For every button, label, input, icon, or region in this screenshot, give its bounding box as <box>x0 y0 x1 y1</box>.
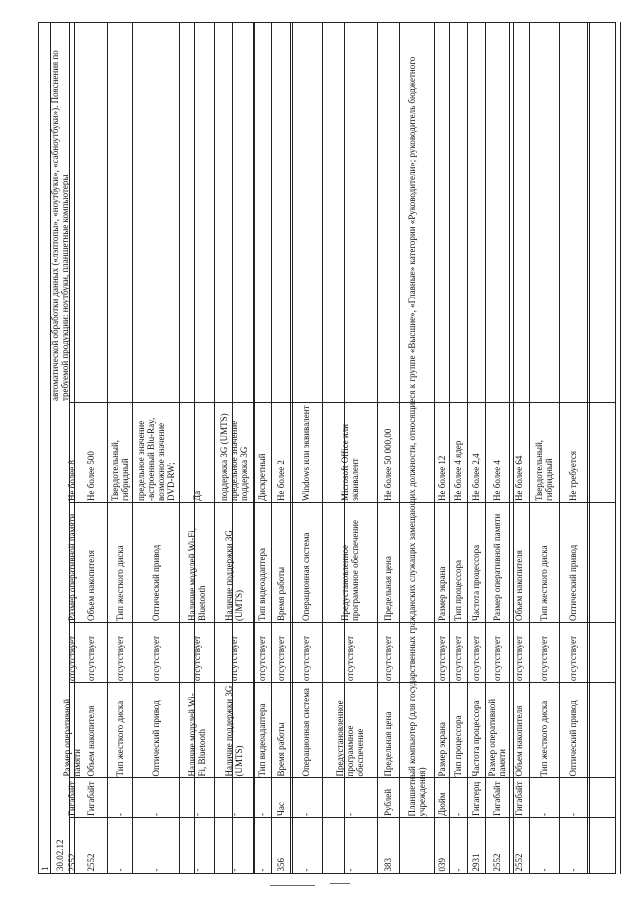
okei-code: 2552 <box>492 853 502 871</box>
characteristic-cell <box>485 683 509 778</box>
characteristic-2: Операционная система <box>301 532 311 621</box>
value-2-cell <box>271 403 290 503</box>
value: отсутствует <box>344 635 355 681</box>
okei-code: 2931 <box>471 853 481 871</box>
tablet-section-header-cell <box>399 23 434 818</box>
unit-name: - <box>228 813 239 816</box>
value-2: Windows или эквивалент <box>301 405 311 501</box>
value-2: предельное значение -встроенный Blu-Ray, возможное значение DVD-RW; <box>135 417 176 501</box>
unit-name-cell <box>179 778 214 818</box>
unit-name-cell <box>467 778 485 818</box>
characteristic: Частота процессора <box>471 699 481 776</box>
unit-name-cell <box>107 778 132 818</box>
okei-code: - <box>150 868 161 871</box>
value-2-cell <box>74 403 107 503</box>
characteristic-cell <box>449 683 467 778</box>
column-divider <box>589 23 590 873</box>
value: отсутствует <box>568 635 578 681</box>
characteristic-2: Предустановленное программное обеспечение <box>339 520 360 621</box>
value-2: Дискретный <box>257 453 267 501</box>
value-cell <box>290 623 322 683</box>
characteristic-2: Время работы <box>275 566 286 621</box>
characteristic: Наличие модулей Wi-Fi, Bluetooth <box>186 692 207 776</box>
unit-name-cell <box>271 778 290 818</box>
value: отсутствует <box>85 635 96 681</box>
characteristic-cell <box>322 683 377 778</box>
value-2: Не более 4 ядер <box>453 440 463 501</box>
characteristic-cell <box>253 683 271 778</box>
characteristic-cell <box>132 683 179 778</box>
tablet-section-header: Планшетный компьютер (для государственных гражданских служащих замещающих должности, относящиеся к группе «Высшие», «Главные» категории «Руководители»; руководитель бюджетного учреждения) <box>406 56 427 816</box>
characteristic-2: Частота процессора <box>471 544 481 621</box>
value-2: Твердотельный, гибридный <box>109 439 130 501</box>
characteristic-2: Объем накопителя <box>514 550 524 621</box>
value-2: Не требуется <box>568 450 578 501</box>
unit-name: Гигабайт <box>66 781 77 816</box>
characteristic-2-cell <box>253 503 271 623</box>
characteristic: Тип видеоадаптера <box>257 703 267 776</box>
value: отсутствует <box>257 635 267 681</box>
value: отсутствует <box>492 635 502 681</box>
characteristic-2-cell <box>467 503 485 623</box>
characteristic-2: Тип процессора <box>453 560 463 621</box>
characteristic: Операционная система <box>301 687 311 776</box>
scan-mark <box>330 883 350 884</box>
characteristic-2: Наличие поддержки 3G (UMTS) <box>223 530 244 621</box>
value-cell <box>271 623 290 683</box>
value-2: Не более 8 <box>66 460 77 501</box>
value-2: Не более 2 <box>275 460 286 501</box>
value-cell <box>322 623 377 683</box>
characteristic-2: Оптический привод <box>568 544 578 621</box>
characteristic: Оптический привод <box>568 699 578 776</box>
okei-code: 2552 <box>66 853 77 871</box>
value: отсутствует <box>301 635 311 681</box>
okei-code: 383 <box>383 857 393 871</box>
characteristic-cell <box>529 683 559 778</box>
characteristic-2-cell <box>74 503 107 623</box>
unit-name-cell <box>214 778 253 818</box>
okei-code-cell <box>529 818 559 873</box>
value: отсутствует <box>453 635 463 681</box>
value: отсутствует <box>114 635 125 681</box>
okei-code-cell <box>253 818 271 873</box>
okei-code: 2552 <box>514 853 524 871</box>
characteristic-2-cell <box>485 503 509 623</box>
value-2-cell <box>485 403 509 503</box>
value-2-cell <box>214 403 253 503</box>
unit-name-cell <box>74 778 107 818</box>
okei-code: - <box>191 868 202 871</box>
value: отсутствует <box>66 635 77 681</box>
okei-code-cell <box>179 818 214 873</box>
value-cell <box>434 623 449 683</box>
value-cell <box>132 623 179 683</box>
value-2-cell <box>529 403 559 503</box>
characteristic: Объем накопителя <box>85 705 96 776</box>
value-2: Не более 4 <box>492 460 502 501</box>
characteristic-2-cell <box>322 503 377 623</box>
characteristic-cell <box>271 683 290 778</box>
characteristic-2-cell <box>132 503 179 623</box>
characteristic-2: Предельная цена <box>383 556 393 621</box>
characteristic-2: Наличие модулей Wi-Fi, Bluetooth <box>186 527 207 621</box>
value-2-cell <box>434 403 449 503</box>
characteristic-2: Тип видеоадаптера <box>257 548 267 621</box>
okei-code: 039 <box>436 857 447 871</box>
value-cell <box>529 623 559 683</box>
value-cell <box>214 623 253 683</box>
okei-code: - <box>257 868 267 871</box>
unit-name-cell <box>132 778 179 818</box>
okei-code-cell <box>509 818 529 873</box>
okei-code-cell <box>132 818 179 873</box>
unit-name: - <box>150 813 161 816</box>
value-2-cell <box>449 403 467 503</box>
unit-name-cell <box>253 778 271 818</box>
value-2: Да <box>191 490 202 501</box>
value-cell <box>377 623 399 683</box>
characteristic-2-cell <box>377 503 399 623</box>
unit-name: - <box>344 813 355 816</box>
value-2-cell <box>509 403 529 503</box>
characteristic-2: Оптический привод <box>150 544 161 621</box>
characteristic: Размер экрана <box>436 721 447 776</box>
unit-name-cell <box>485 778 509 818</box>
value-2: Microsoft Office или эквивалент <box>339 424 360 501</box>
value: отсутствует <box>150 635 161 681</box>
value-2: Не более 50 000,00 <box>383 428 393 501</box>
characteristic-2-cell <box>509 503 529 623</box>
characteristic-cell <box>179 683 214 778</box>
row-number-cell <box>39 813 50 873</box>
unit-name-cell <box>559 778 587 818</box>
value-cell <box>253 623 271 683</box>
row-divider <box>587 23 588 873</box>
characteristic-2: Тип жесткого диска <box>539 545 549 621</box>
characteristic: Предустановленное программное обеспечение <box>334 699 365 776</box>
characteristic-2-cell <box>559 503 587 623</box>
unit-name-cell <box>377 778 399 818</box>
unit-name: Час <box>275 802 286 816</box>
okei-code: - <box>301 868 311 871</box>
value-cell <box>449 623 467 683</box>
characteristic-cell <box>214 683 253 778</box>
characteristic-2: Размер экрана <box>436 566 447 621</box>
value-cell <box>179 623 214 683</box>
okei-code: - <box>344 868 355 871</box>
value: отсутствует <box>471 635 481 681</box>
characteristic-cell <box>290 683 322 778</box>
okpd-code-cell <box>50 753 69 873</box>
value-cell <box>485 623 509 683</box>
value-cell <box>559 623 587 683</box>
okei-code-cell <box>467 818 485 873</box>
unit-name-cell <box>322 778 377 818</box>
value: отсутствует <box>383 635 393 681</box>
value-2-cell <box>132 403 179 503</box>
characteristic-cell <box>377 683 399 778</box>
characteristic: Размер оперативной памяти <box>61 698 82 776</box>
unit-name: - <box>114 813 125 816</box>
okei-code-cell <box>271 818 290 873</box>
unit-name-cell <box>449 778 467 818</box>
value-2-cell <box>377 403 399 503</box>
okei-code-cell <box>559 818 587 873</box>
value-2-cell <box>253 403 271 503</box>
page-edge-line <box>620 22 621 874</box>
okei-code-cell <box>377 818 399 873</box>
characteristic-2: Размер оперативной памяти <box>492 513 502 621</box>
okei-code-cell <box>214 818 253 873</box>
unit-name: Гигагерц <box>471 781 481 816</box>
value-2-cell <box>559 403 587 503</box>
value-cell <box>74 623 107 683</box>
unit-name: Гигабайт <box>85 781 96 816</box>
value: отсутствует <box>228 635 239 681</box>
value-2: Твердотельный, гибридный <box>534 439 554 501</box>
value-2-cell <box>179 403 214 503</box>
value: отсутствует <box>191 635 202 681</box>
okei-code: 2552 <box>85 853 96 871</box>
okei-code-cell <box>290 818 322 873</box>
unit-name: - <box>568 813 578 816</box>
characteristic: Объем накопителя <box>514 705 524 776</box>
okei-code: - <box>568 868 578 871</box>
row-number: 1 <box>39 866 50 871</box>
characteristic-cell <box>74 683 107 778</box>
characteristic-2-cell <box>434 503 449 623</box>
okei-code: - <box>114 868 125 871</box>
value-2: поддержка 3G (UMTS) предельное значение поддержка 3G <box>218 413 249 501</box>
specification-table <box>38 22 616 874</box>
unit-name: Гигабайт <box>514 781 524 816</box>
unit-name: - <box>453 813 463 816</box>
value-2: Не более 64 <box>514 455 524 501</box>
value-2: Не более 12 <box>436 455 447 501</box>
okei-code: 356 <box>275 857 286 871</box>
characteristic-2-cell <box>179 503 214 623</box>
characteristic-cell <box>434 683 449 778</box>
unit-name-cell <box>529 778 559 818</box>
value-cell <box>467 623 485 683</box>
characteristic-cell <box>559 683 587 778</box>
value: отсутствует <box>436 635 447 681</box>
okei-code-cell <box>434 818 449 873</box>
value-2: Не более 500 <box>85 451 96 501</box>
value-2-cell <box>322 403 377 503</box>
characteristic: Предельная цена <box>383 711 393 776</box>
characteristic: Оптический привод <box>150 699 161 776</box>
characteristic-cell <box>467 683 485 778</box>
scan-mark <box>270 885 315 886</box>
okpd-code: 30.02.12 <box>54 839 65 871</box>
okei-code-cell <box>74 818 107 873</box>
value: отсутствует <box>539 635 549 681</box>
unit-name: - <box>257 813 267 816</box>
unit-name-cell <box>434 778 449 818</box>
characteristic-2-cell <box>449 503 467 623</box>
value-2-cell <box>467 403 485 503</box>
unit-name: - <box>191 813 202 816</box>
characteristic-2-cell <box>107 503 132 623</box>
okei-code-cell <box>322 818 377 873</box>
okei-code-cell <box>449 818 467 873</box>
row-divider <box>434 23 435 873</box>
characteristic-cell <box>107 683 132 778</box>
characteristic: Тип жесткого диска <box>539 700 549 776</box>
unit-name: Дюйм <box>436 792 447 816</box>
characteristic-2: Размер оперативной памяти <box>66 513 77 621</box>
characteristic-cell <box>509 683 529 778</box>
characteristic-2: Объем накопителя <box>85 550 96 621</box>
okei-code-cell <box>107 818 132 873</box>
characteristic-2-cell <box>290 503 322 623</box>
characteristic: Тип процессора <box>453 715 463 776</box>
unit-name: Рублей <box>383 788 393 816</box>
value-2-cell <box>107 403 132 503</box>
unit-name: Гигабайт <box>492 781 502 816</box>
okei-code-cell <box>485 818 509 873</box>
characteristic: Размер оперативной памяти <box>487 698 507 776</box>
unit-name-cell <box>290 778 322 818</box>
characteristic-2-cell <box>271 503 290 623</box>
value-2: Не более 2,4 <box>471 453 481 501</box>
characteristic-2-cell <box>214 503 253 623</box>
value-cell <box>509 623 529 683</box>
value-2-cell <box>290 403 322 503</box>
unit-name-cell <box>509 778 529 818</box>
okei-code: - <box>539 868 549 871</box>
characteristic-2: Тип жесткого диска <box>114 545 125 621</box>
value-cell <box>107 623 132 683</box>
characteristic-2-cell <box>529 503 559 623</box>
category-description: автоматической обработки данных («лэптопы», «ноутбуки», «сабноутбуки»). Пояснения по требуемой продукции: ноутбуки, планшетные компьютеры <box>49 50 70 401</box>
okei-code: - <box>228 868 239 871</box>
characteristic: Тип жесткого диска <box>114 700 125 776</box>
characteristic: Время работы <box>275 721 286 776</box>
okei-code: - <box>453 868 463 871</box>
characteristic: Наличие поддержки 3G (UMTS) <box>223 685 244 776</box>
category-description-cell <box>50 23 69 403</box>
unit-name: - <box>301 813 311 816</box>
unit-name: - <box>539 813 549 816</box>
value: отсутствует <box>514 635 524 681</box>
value: отсутствует <box>275 635 286 681</box>
